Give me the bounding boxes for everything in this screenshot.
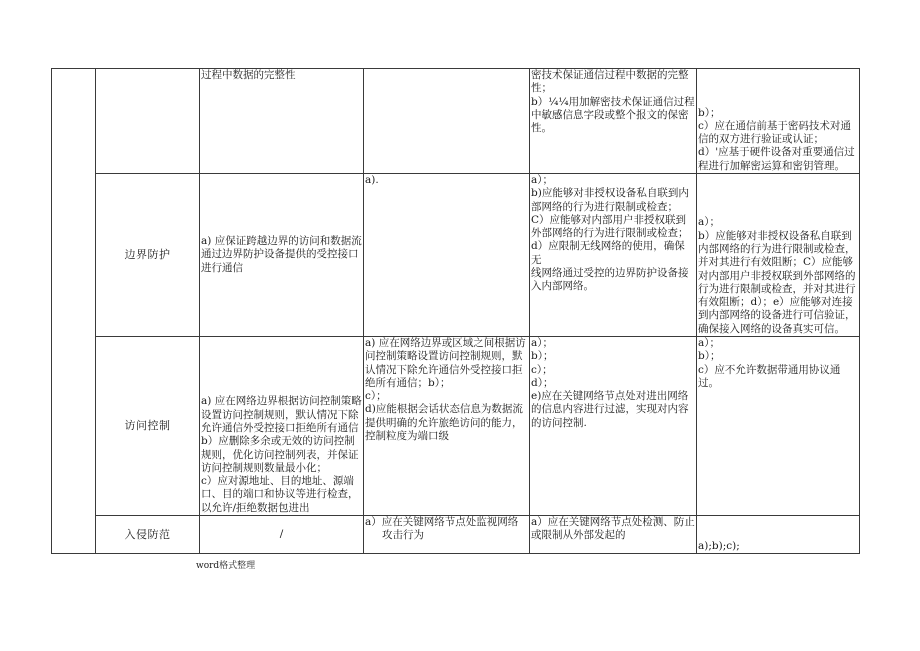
- requirement-cell-level2: [364, 69, 530, 174]
- cell-text: a）； b）应能够对非授权设备私自联到 内部网络的行为进行限制或检查， 并对其进行有效阻断；C）应能够 对内部用户非授权联到外部网络的 行为进行限制或检查，并对其进行 有效阻断；d）；e）应能够对连接 到内部网络的设备进行可信验证， 确保接入网络的设备真实可信。: [698, 216, 856, 335]
- requirement-cell-level2: [364, 516, 530, 554]
- cell-text: a）； b）； c）； d）； e)应在关键网络节点处对进出网络 的信息内容进行过滤，实现对内容 的访问控制.: [531, 337, 689, 429]
- cell-text: /: [279, 527, 284, 540]
- category-cell: [96, 174, 200, 337]
- requirement-cell-level2: [364, 174, 530, 337]
- cell-text: a) 应在网络边界或区域之间根据访 问控制策略设置访问控制规则，默 认情况下除允许通信外受控接口拒 绝所有通信；b）； c）； d)应能根据会话状态信息为数据流 提供明确的允许旅绝访问的能力， 控制粒度为端口级: [365, 337, 526, 443]
- category-cell: [96, 337, 200, 516]
- requirement-cell-level4: [697, 516, 860, 554]
- requirement-cell-level1: [200, 174, 364, 337]
- requirement-cell-level1: [200, 337, 364, 516]
- requirement-cell-level1: [200, 516, 364, 554]
- category-cell: [96, 69, 200, 174]
- page-footer: word格式整理: [196, 561, 256, 571]
- requirement-cell-level3: [530, 174, 697, 337]
- cell-text: a）应在关键网络节点处检测、防止 或限制从外部发起的: [531, 516, 695, 542]
- table-row: [52, 516, 860, 554]
- cell-text: 密技术保证通信过程中数据的完整 性； b）¼¼用加解密技术保证通信过程 中敏感信息字段或整个报文的保密 性。: [531, 69, 695, 135]
- cell-text: a) 应在网络边界根据访问控制策略 设置访问控制规则，默认情况下除 允许通信外受控接口拒绝所有通信 b）应删除多余或无效的访问控制 规则，优化访问控制列表，并保证 访问控制规则数量最小化； c）应对源地址、目的地址、源端 口、目的端口和协议等进行检查， 以允许/拒绝数据包进出: [201, 395, 362, 514]
- requirement-cell-level4: [697, 174, 860, 337]
- requirement-cell-level1: [200, 69, 364, 174]
- cell-text: a) 应保证跨越边界的访问和数据流 通过边界防护设备提供的受控接口 进行通信: [201, 235, 362, 274]
- category-label: 边界防护: [124, 248, 171, 262]
- table-row: [52, 69, 860, 174]
- category-label: 入侵防范: [124, 527, 171, 541]
- row-spanning-cell: [52, 69, 96, 554]
- table-row: [52, 337, 860, 516]
- cell-text: a);b);c);: [698, 539, 740, 552]
- cell-text: b）； c）应在通信前基于密码技术对通 信的双方进行验证或认证； d）'应基于硬件设备对重要通信过 程进行加解密运算和密钥管理。: [698, 106, 855, 172]
- requirements-table: [51, 68, 860, 554]
- requirement-cell-level3: [530, 69, 697, 174]
- requirement-cell-level3: [530, 516, 697, 554]
- cell-text: 过程中数据的完整性: [201, 69, 296, 81]
- category-cell: [96, 516, 200, 554]
- cell-text: a）应在关键网络节点处监视网络: [365, 516, 519, 528]
- requirement-cell-level2: [364, 337, 530, 516]
- requirement-cell-level4: [697, 337, 860, 516]
- cell-text: a).: [365, 174, 379, 186]
- requirement-cell-level4: [697, 69, 860, 174]
- category-label: 访问控制: [124, 419, 171, 433]
- cell-text: a）； b)应能够对非授权设备私自联到内 部网络的行为进行限制或检查； C）应能够对内部用户非授权联到 外部网络的行为进行限制或检查； d）应限制无线网络的使用，确保无 线网络通过受控的边界防护设备接 入内部网络。: [531, 174, 689, 293]
- cell-text: a）； b）； c）应不允许数据带通用协议通 过。: [698, 337, 841, 389]
- table-row: [52, 174, 860, 337]
- requirement-cell-level3: [530, 337, 697, 516]
- cell-text: 攻击行为: [382, 529, 424, 542]
